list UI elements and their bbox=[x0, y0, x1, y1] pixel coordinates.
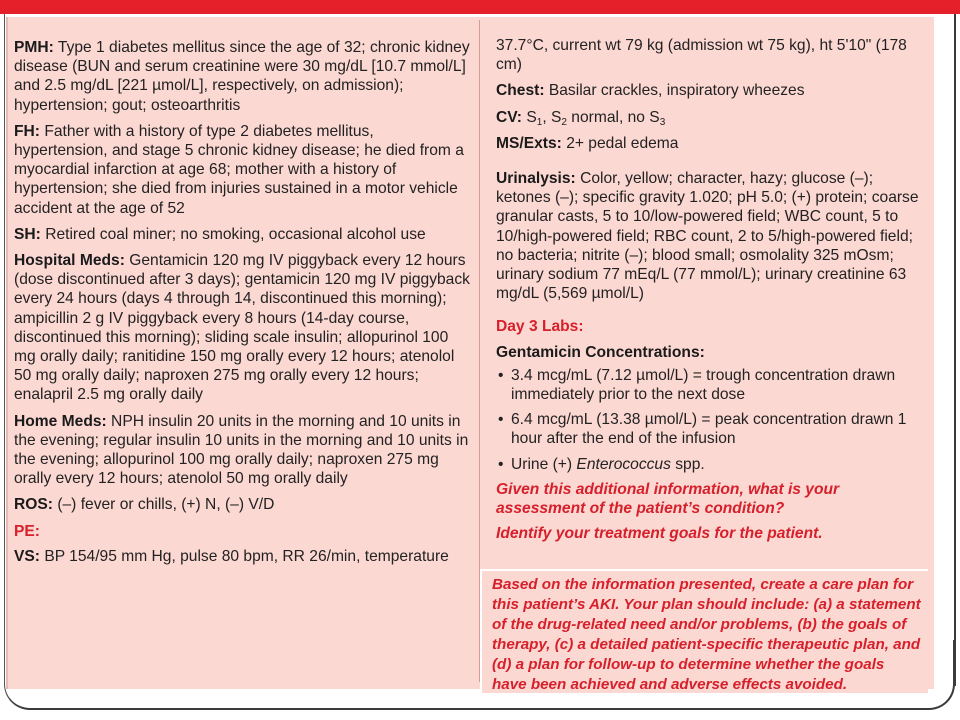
frame-line-right bbox=[954, 14, 956, 686]
s2-subscript: 2 bbox=[561, 116, 567, 128]
msexts-text: 2+ pedal edema bbox=[561, 134, 679, 152]
frame-line-left bbox=[4, 14, 5, 686]
care-plan-instructions: Based on the information presented, create a care plan for this patient’s AKI. Your plan should include: (a) a statement of the drug-related need and/or problems, (b) the goals of therapy, (c) a detailed patient-specific therapeutic plan, and (d) a plan for follow-up to determine whether the goals have been achieved and adverse effects avoided. bbox=[492, 576, 921, 693]
fh-label: FH: bbox=[14, 122, 40, 140]
ros-label: ROS: bbox=[14, 496, 53, 514]
left-column bbox=[14, 38, 470, 573]
gentamicin-heading: Gentamicin Concentrations: bbox=[496, 343, 705, 361]
urine-prefix: Urine (+) bbox=[511, 455, 577, 473]
pmh-section bbox=[14, 38, 470, 115]
pmh-text: Type 1 diabetes mellitus since the age of 32; chronic kidney disease (BUN and serum creatinine were 30 mg/dL [10.7 mmol/L] and 2.5 mg/dL [221 µmol/L], respectively, on admission); hypertension; gout; osteoarthritis bbox=[14, 39, 470, 114]
vs-label: VS: bbox=[14, 547, 40, 565]
fh-section bbox=[14, 122, 470, 218]
home-meds-label: Home Meds: bbox=[14, 412, 107, 430]
trough-bullet: • 3.4 mcg/mL (7.12 µmol/L) = trough concentration drawn immediately prior to the next dose bbox=[496, 366, 928, 404]
ros-text: (–) fever or chills, (+) N, (–) V/D bbox=[52, 496, 275, 514]
cv-text: normal, no bbox=[566, 108, 650, 126]
chest-text: Basilar crackles, inspiratory wheezes bbox=[544, 82, 805, 100]
chest-label: Chest: bbox=[496, 82, 545, 100]
top-banner bbox=[0, 0, 960, 14]
day3-labs-heading: Day 3 Labs: bbox=[496, 318, 584, 336]
frame-bottom-curve bbox=[4, 640, 955, 710]
msexts-section bbox=[496, 134, 928, 153]
sh-text: Retired coal miner; no smoking, occasional alcohol use bbox=[40, 225, 426, 243]
urine-culture-bullet bbox=[496, 455, 928, 474]
vs-text: BP 154/95 mm Hg, pulse 80 bpm, RR 26/min, temperature bbox=[40, 547, 449, 565]
vs-section bbox=[14, 547, 470, 566]
hospital-meds-label: Hospital Meds: bbox=[14, 252, 125, 270]
goals-question: Identify your treatment goals for the patient. bbox=[496, 525, 823, 543]
home-meds-section bbox=[14, 412, 470, 489]
home-meds-text: NPH insulin 20 units in the morning and 10 units in the evening; regular insulin 10 units in the morning and 10 units in the evening; allopurinol 100 mg orally daily; naproxen 275 mg orally every 12 hours; atenolol 50 mg orally daily bbox=[14, 412, 469, 488]
s1-subscript: 1 bbox=[536, 116, 543, 128]
urinalysis-section bbox=[496, 169, 928, 303]
fh-text: Father with a history of type 2 diabetes mellitus, hypertension, and stage 5 chronic kidney disease; he died from a myocardial infarction at age 68; mother with a history of hypertension; she died from injuries sustained in a motor vehicle accident at the age of 52 bbox=[14, 122, 464, 217]
sh-section bbox=[14, 225, 470, 244]
chest-section bbox=[496, 81, 928, 100]
pe-heading: PE: bbox=[14, 522, 40, 540]
hospital-meds-text: Gentamicin 120 mg IV piggyback every 12 hours (dose discontinued after 3 days); gentamicin 120 mg IV piggyback every 24 hours (days 4 through 14, discontinued this morning); ampicillin 2 g IV piggyback every 8 hours (14-day course, discontinued this morning); sliding scale insulin; allopurinol 100 mg orally daily; ranitidine 150 mg orally every 12 hours; atenolol 50 mg orally daily; naproxen 275 mg orally every 12 hours; enalapril 2.5 mg orally daily bbox=[14, 252, 470, 404]
pmh-label: PMH: bbox=[14, 39, 54, 56]
cv-label: CV: bbox=[496, 108, 522, 126]
cv-sep: , bbox=[542, 108, 551, 126]
organism-name: Enterococcus bbox=[576, 455, 671, 473]
s3-subscript: 3 bbox=[659, 116, 666, 128]
vs-continued: 37.7°C, current wt 79 kg (admission wt 75 kg), ht 5'10" (178 cm) bbox=[496, 37, 907, 74]
urinalysis-label: Urinalysis: bbox=[496, 170, 576, 188]
urinalysis-text: Color, yellow; character, hazy; glucose (–); ketones (–); specific gravity 1.020; pH 5.0; (+) protein; coarse granular casts, 5 to 10/low-powered field; WBC count, 5 to 10/high-powered field; RBC count, 2 to 5/high-powered field; no bacteria; nitrite (–); blood small; osmolality 325 mOsm; urinary sodium 77 mEq/L (77 mmol/L); urinary creatinine 63 mg/dL (5,569 µmol/L) bbox=[496, 170, 919, 303]
panel-edge bbox=[6, 17, 8, 689]
assessment-question: Given this additional information, what is your assessment of the patient’s condition? bbox=[496, 480, 840, 518]
right-column bbox=[496, 38, 928, 549]
ros-section bbox=[14, 495, 470, 514]
heart-sound-s-3: S bbox=[649, 108, 660, 126]
sh-label: SH: bbox=[14, 225, 41, 243]
msexts-label: MS/Exts: bbox=[496, 134, 562, 152]
urine-suffix: spp. bbox=[670, 455, 705, 473]
peak-bullet: • 6.4 mcg/mL (13.38 µmol/L) = peak concentration drawn 1 hour after the end of the infusion bbox=[496, 410, 928, 448]
hospital-meds-section bbox=[14, 251, 470, 405]
cv-section bbox=[496, 108, 928, 127]
heart-sound-s-2: S bbox=[550, 108, 562, 126]
heart-sound-s: S bbox=[526, 108, 537, 126]
